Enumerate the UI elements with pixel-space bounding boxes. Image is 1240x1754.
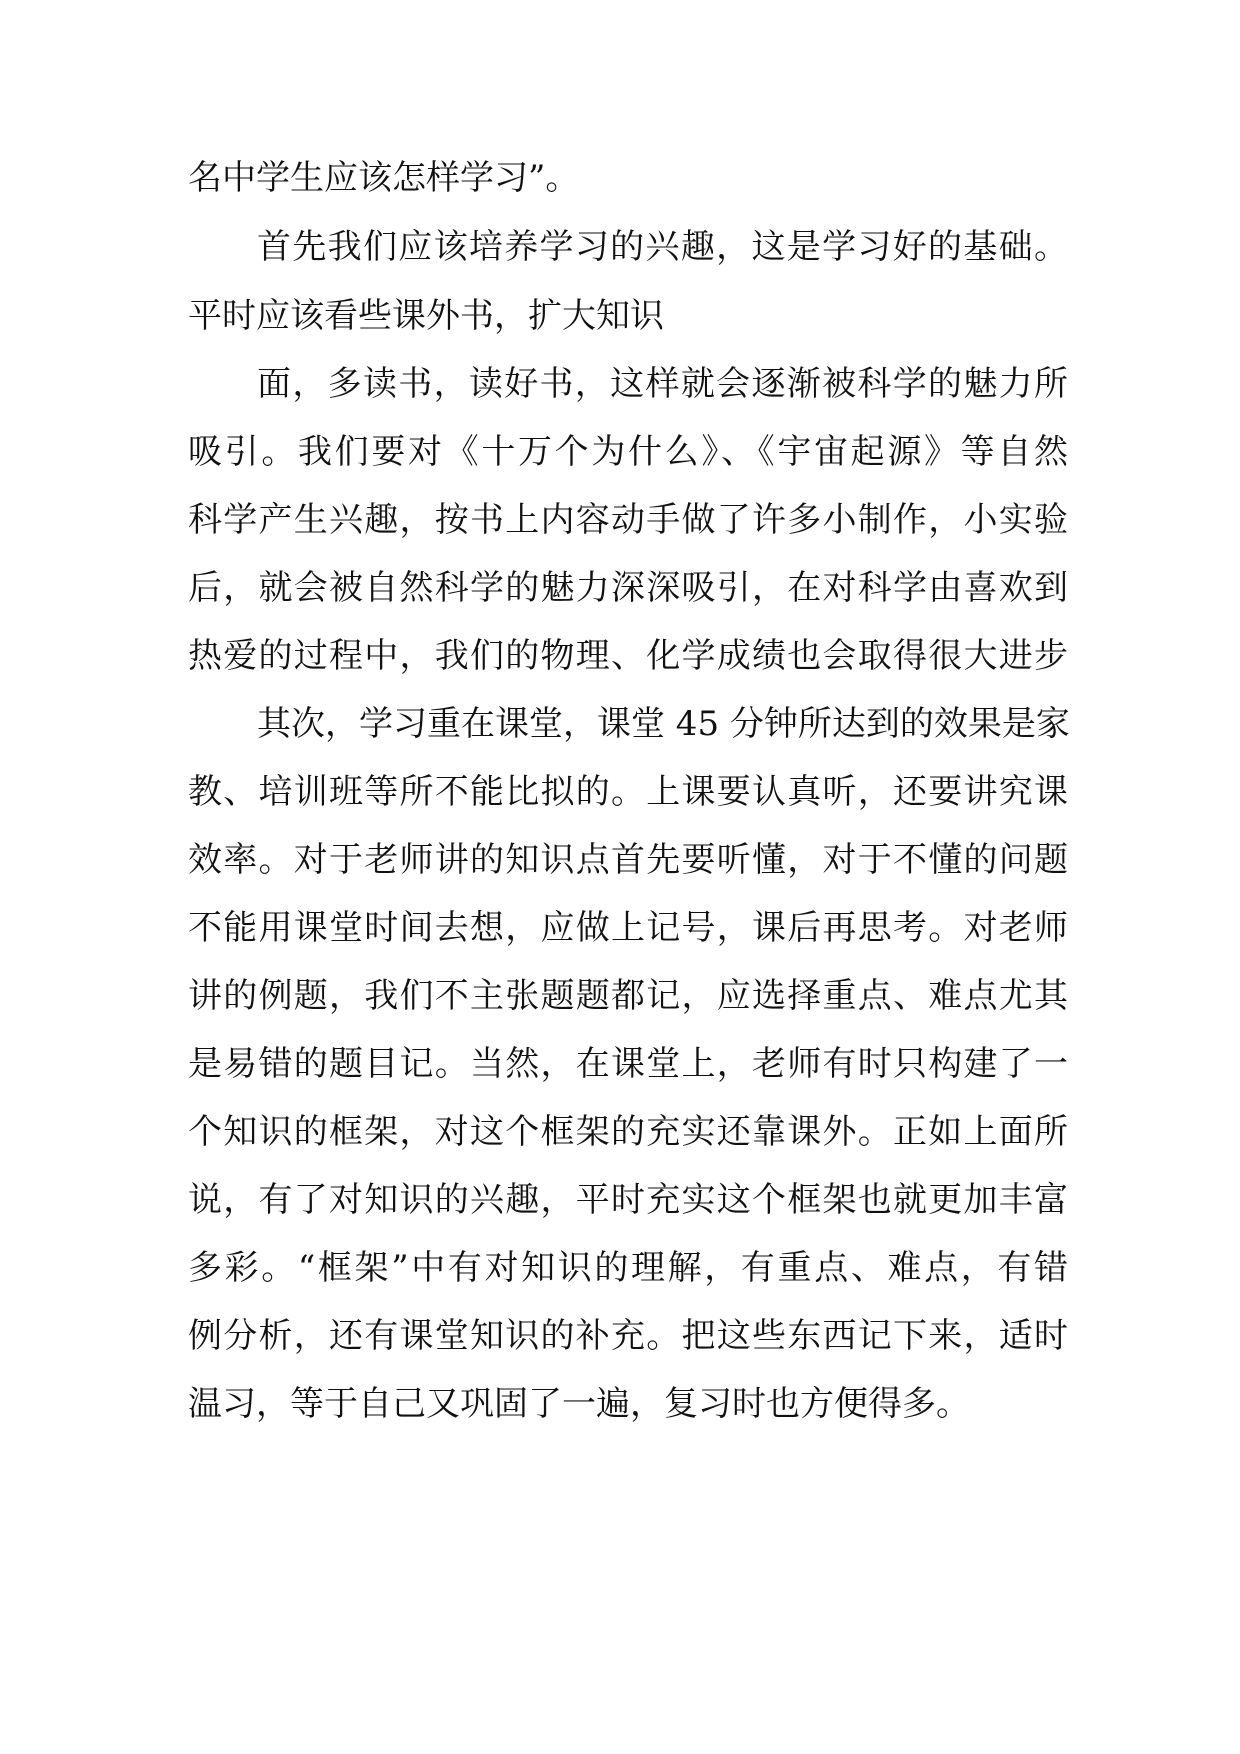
text-line-16: 说，有了对知识的兴趣，平时充实这个框架也就更加丰富 <box>188 1180 1068 1220</box>
text-line-7: 后，就会被自然科学的魅力深深吸引，在对科学由喜欢到 <box>188 568 1068 608</box>
text-line-12: 不能用课堂时间去想，应做上记号，课后再思考。对老师 <box>188 908 1068 948</box>
text-line-10: 教、培训班等所不能比拟的。上课要认真听，还要讲究课 <box>188 772 1068 812</box>
text-line-6: 科学产生兴趣，按书上内容动手做了许多小制作，小实验 <box>188 500 1068 540</box>
text-line-13: 讲的例题，我们不主张题题都记，应选择重点、难点尤其 <box>188 976 1068 1016</box>
text-line-9: 其次，学习重在课堂，课堂 45 分钟所达到的效果是家 <box>257 704 1070 744</box>
text-line-11: 效率。对于老师讲的知识点首先要听懂，对于不懂的问题 <box>188 840 1068 880</box>
text-line-17: 多彩。“框架”中有对知识的理解，有重点、难点，有错 <box>188 1248 1068 1288</box>
text-line-18: 例分析，还有课堂知识的补充。把这些东西记下来，适时 <box>188 1316 1068 1356</box>
text-line-4: 面，多读书，读好书，这样就会逐渐被科学的魅力所 <box>257 364 1068 404</box>
text-line-14: 是易错的题目记。当然，在课堂上，老师有时只构建了一 <box>188 1044 1068 1084</box>
text-line-1: 名中学生应该怎样学习”。 <box>188 158 580 198</box>
text-line-3: 平时应该看些课外书，扩大知识 <box>188 296 664 336</box>
text-line-19: 温习，等于自己又巩固了一遍，复习时也方便得多。 <box>188 1384 970 1424</box>
text-line-2: 首先我们应该培养学习的兴趣，这是学习好的基础。 <box>257 227 1068 267</box>
text-line-5: 吸引。我们要对《十万个为什么》、《宇宙起源》等自然 <box>188 432 1068 472</box>
text-line-15: 个知识的框架，对这个框架的充实还靠课外。正如上面所 <box>188 1112 1068 1152</box>
text-line-8: 热爱的过程中，我们的物理、化学成绩也会取得很大进步 <box>188 636 1068 676</box>
